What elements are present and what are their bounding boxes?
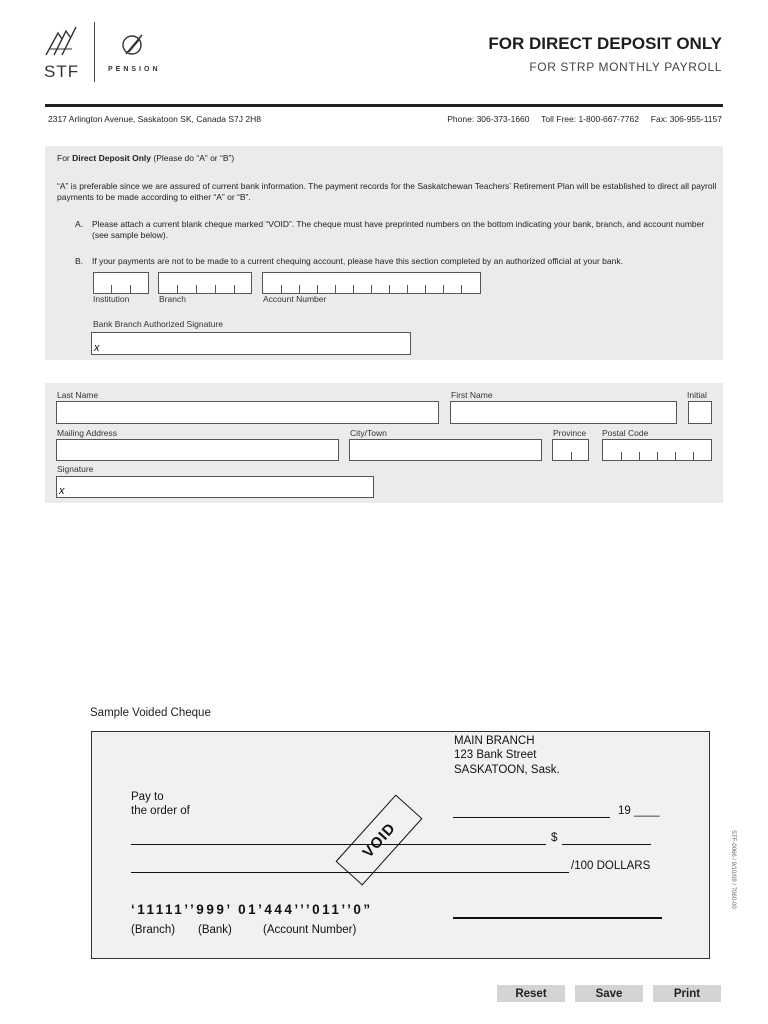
signature-label: Signature [57, 464, 94, 474]
office-address: 2317 Arlington Avenue, Saskatoon SK, Canada S7J 2H8 [48, 114, 261, 124]
initial-label: Initial [687, 390, 707, 400]
mailing-address-label: Mailing Address [57, 428, 118, 438]
initial-input[interactable] [688, 401, 712, 424]
preference-note: “A” is preferable since we are assured of current bank information. The payment records for the Saskatchewan Teachers’ Retirement Plan will be established to direct all payroll payments to be made according to either “A” or “B”. [57, 181, 717, 202]
option-b-text: If your payments are not to be made to a current chequing account, please have this section completed by an authorized official at your bank. [92, 256, 623, 266]
amount-line [562, 844, 651, 845]
province-input[interactable] [552, 439, 589, 461]
document-title: FOR DIRECT DEPOSIT ONLY [488, 34, 722, 53]
logo-subtext: PENSION [108, 66, 161, 73]
pension-pen-icon [120, 32, 146, 58]
cheque-bank-city: SASKATOON, Sask. [454, 764, 560, 776]
first-name-input[interactable] [450, 401, 677, 424]
cheque-dollars-text: /100 DOLLARS [571, 860, 651, 872]
account-number-input[interactable] [262, 272, 481, 294]
option-a-text: Please attach a current blank cheque marked “VOID”. The cheque must have preprinted numbers on the bottom indicating your bank, branch, and account number (see sample below). [92, 219, 705, 240]
reset-button[interactable]: Reset [497, 985, 565, 1002]
payee-line [131, 844, 546, 845]
first-name-label: First Name [451, 390, 493, 400]
void-stamp: VOID [336, 795, 423, 886]
stf-logo-mark-icon [44, 25, 78, 57]
form-code: STF-0066 / 9/10/09 / 7060-00 [730, 830, 736, 909]
cheque-bank-name: MAIN BRANCH [454, 735, 535, 747]
postal-code-label: Postal Code [602, 428, 649, 438]
institution-label: Institution [93, 294, 130, 304]
section1-intro: For Direct Deposit Only (Please do “A” or “B”) [57, 153, 235, 163]
city-input[interactable] [349, 439, 542, 461]
sample-cheque [91, 731, 710, 959]
micr-branch-label: (Branch) [131, 924, 176, 936]
cheque-bank-street: 123 Bank Street [454, 749, 537, 761]
bank-signature-label: Bank Branch Authorized Signature [93, 319, 223, 329]
signature-x: x [59, 485, 65, 497]
bank-signature-x: x [94, 342, 100, 354]
logo-divider [94, 22, 95, 82]
toll-free-number: Toll Free: 1-800-667-7762 [541, 114, 639, 124]
last-name-input[interactable] [56, 401, 439, 424]
logo-text: STF [44, 62, 80, 81]
signature-field[interactable] [56, 476, 374, 498]
fax-number: Fax: 306-955-1157 [650, 114, 722, 124]
branch-label: Branch [159, 294, 186, 304]
last-name-label: Last Name [57, 390, 99, 400]
print-button[interactable]: Print [653, 985, 721, 1002]
institution-input[interactable] [93, 272, 149, 294]
micr-bank-label: (Bank) [198, 924, 232, 936]
province-label: Province [553, 428, 587, 438]
date-line [453, 817, 610, 818]
branch-input[interactable] [158, 272, 252, 294]
bank-signature-field[interactable] [91, 332, 411, 355]
contact-numbers [447, 114, 722, 124]
document-subtitle: FOR STRP MONTHLY PAYROLL [529, 60, 722, 74]
cheque-year: 19 ____ [618, 805, 660, 817]
header-rule [45, 104, 723, 107]
postal-code-input[interactable] [602, 439, 712, 461]
signature-line [453, 917, 662, 919]
cheque-order-of: the order of [131, 805, 190, 817]
sample-cheque-caption: Sample Voided Cheque [90, 707, 211, 719]
cheque-dollar-sign: $ [551, 832, 558, 844]
city-label: City/Town [350, 428, 387, 438]
cheque-micr-numbers: ‘11111’’999’ 01’444’’’011’’0” [131, 902, 373, 917]
option-a-marker: A. [75, 219, 84, 229]
mailing-address-input[interactable] [56, 439, 339, 461]
account-number-label: Account Number [263, 294, 327, 304]
cheque-pay-to: Pay to [131, 791, 164, 803]
save-button[interactable]: Save [575, 985, 643, 1002]
micr-account-label: (Account Number) [263, 924, 357, 936]
phone-number: Phone: 306-373-1660 [447, 114, 530, 124]
option-b-marker: B. [75, 256, 84, 266]
